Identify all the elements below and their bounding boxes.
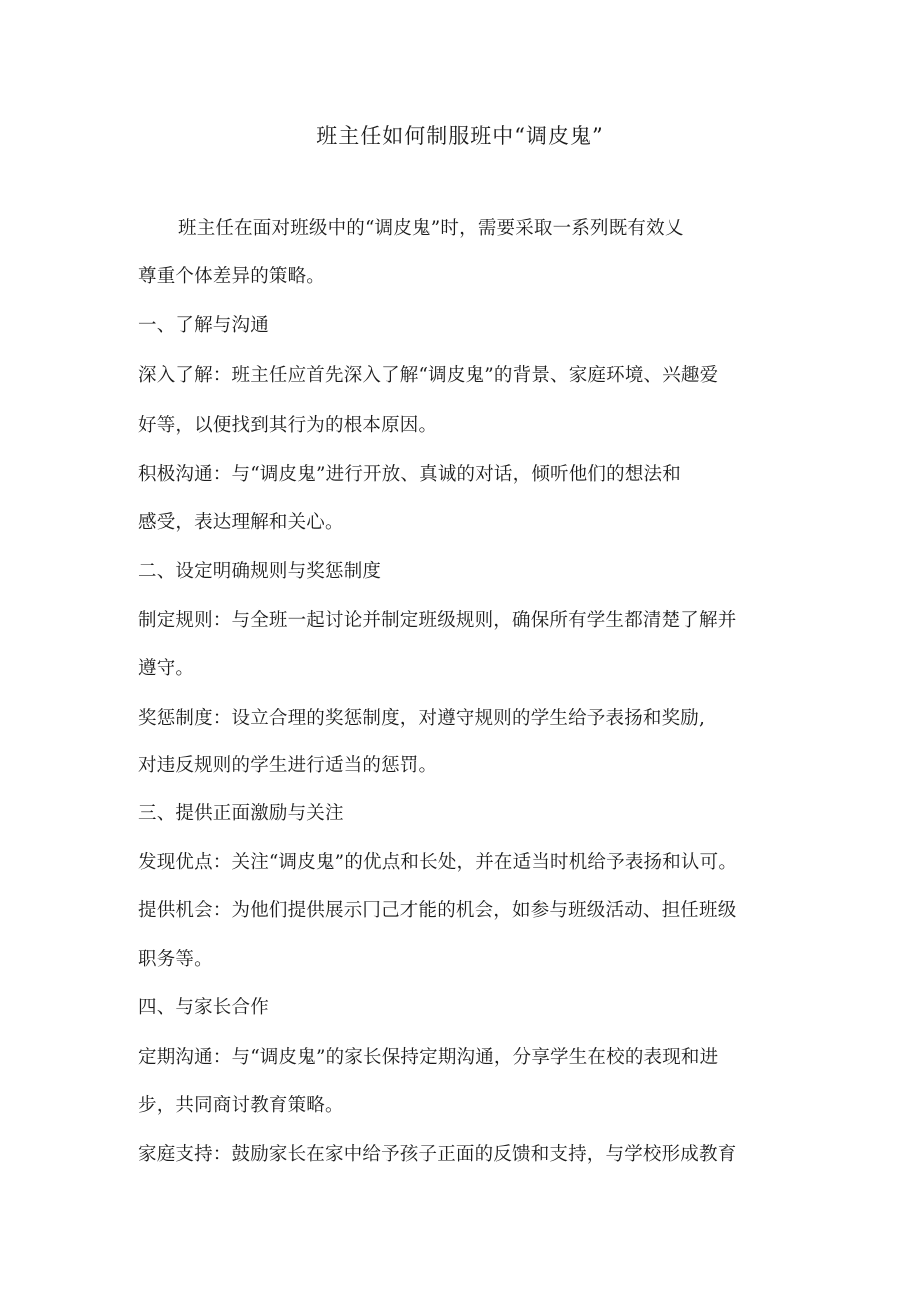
paragraph-line: 职务等。 — [138, 949, 213, 970]
paragraph-line: 深入了解：班主任应首先深入了解“调皮鬼”的背景、家庭环境、兴趣爱 — [138, 365, 719, 386]
paragraph-line: 对违反规则的学生进行适当的惩罚。 — [138, 755, 438, 776]
intro-paragraph-line-1: 班主任在面对班级中的“调皮鬼”时，需要采取一系列既有效乂 — [178, 218, 684, 239]
paragraph-line: 好等，以便找到其行为的根本原因。 — [138, 415, 438, 436]
document-title: 班主任如何制服班中“调皮鬼” — [316, 124, 604, 148]
paragraph-line: 积极沟通：与“调皮鬼”进行开放、真诚的对话，倾听他们的想法和 — [138, 464, 681, 485]
paragraph-line: 遵守。 — [138, 658, 195, 679]
paragraph-line: 步，共同商讨教育策略。 — [138, 1095, 344, 1116]
paragraph-line: 家庭支持：鼓励家长在家中给予孩子正面的反馈和支持，与学校形成教育 — [138, 1144, 737, 1165]
paragraph-line: 感受，表达理解和关心。 — [138, 512, 344, 533]
paragraph-line: 提供机会：为他们提供展示冂己才能的机会，如参与班级活动、担任班级 — [138, 900, 737, 921]
section-heading-4: 四、与家长合作 — [138, 997, 269, 1018]
section-heading-2: 二、设定明确规则与奖惩制度 — [138, 561, 382, 582]
paragraph-line: 奖惩制度：设立合理的奖惩制度，对遵守规则的学生给予表扬和奖励, — [138, 708, 706, 729]
paragraph-line: 发现优点：关注“调皮鬼”的优点和长处，并在适当时机给予表扬和认可。 — [138, 852, 738, 873]
paragraph-line: 制定规则：与全班一起讨论并制定班级规则，确保所有学生都清楚了解并 — [138, 610, 737, 631]
section-heading-3: 三、提供正面激励与关注 — [138, 803, 344, 824]
section-heading-1: 一、了解与沟通 — [138, 315, 269, 336]
paragraph-line: 定期沟通：与“调皮鬼”的家长保持定期沟通，分享学生在校的表现和进 — [138, 1047, 719, 1068]
intro-paragraph-line-2: 尊重个体差异的策略。 — [138, 266, 326, 287]
